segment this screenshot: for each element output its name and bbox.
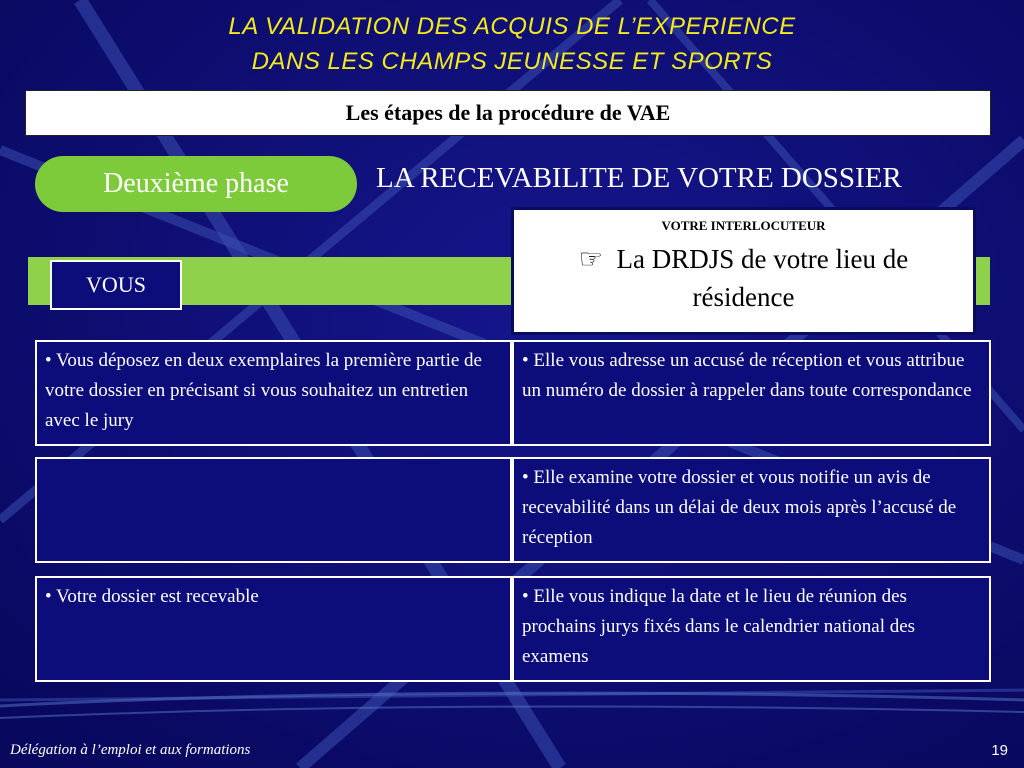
interlocutor-heading: VOTRE INTERLOCUTEUR xyxy=(661,218,826,233)
phase-title: LA RECEVABILITE DE VOTRE DOSSIER xyxy=(376,162,902,194)
table-row-3-left: • Votre dossier est recevable xyxy=(35,576,512,682)
pointing-hand-icon: ☞ xyxy=(578,244,604,274)
vous-label: VOUS xyxy=(50,260,182,310)
footer-organization: Délégation à l’emploi et aux formations xyxy=(10,742,251,758)
section-subtitle: Les étapes de la procédure de VAE xyxy=(25,90,991,136)
table-row-2-left xyxy=(35,457,512,563)
interlocutor-text-block xyxy=(514,240,973,316)
table-row-1-right: • Elle vous adresse un accusé de réception et vous attribue un numéro de dossier à rappeler dans toute correspondance xyxy=(512,340,991,446)
table-row-1-left: • Vous déposez en deux exemplaires la première partie de votre dossier en précisant si vous souhaitez un entretien avec le jury xyxy=(35,340,512,446)
header-title-line1: LA VALIDATION DES ACQUIS DE L’EXPERIENCE xyxy=(228,13,796,40)
table-row-2-right: • Elle examine votre dossier et vous notifie un avis de recevabilité dans un délai de deux mois après l’accusé de réception xyxy=(512,457,991,563)
interlocutor-text: La DRDJS de votre lieu de résidence xyxy=(616,244,909,312)
table-row-3-right: • Elle vous indique la date et le lieu de réunion des prochains jurys fixés dans le calendrier national des examens xyxy=(512,576,991,682)
interlocutor-box xyxy=(511,207,976,335)
header-title-line2: DANS LES CHAMPS JEUNESSE ET SPORTS xyxy=(251,48,773,75)
page-number: 19 xyxy=(991,742,1008,759)
phase-badge: Deuxième phase xyxy=(35,156,357,212)
